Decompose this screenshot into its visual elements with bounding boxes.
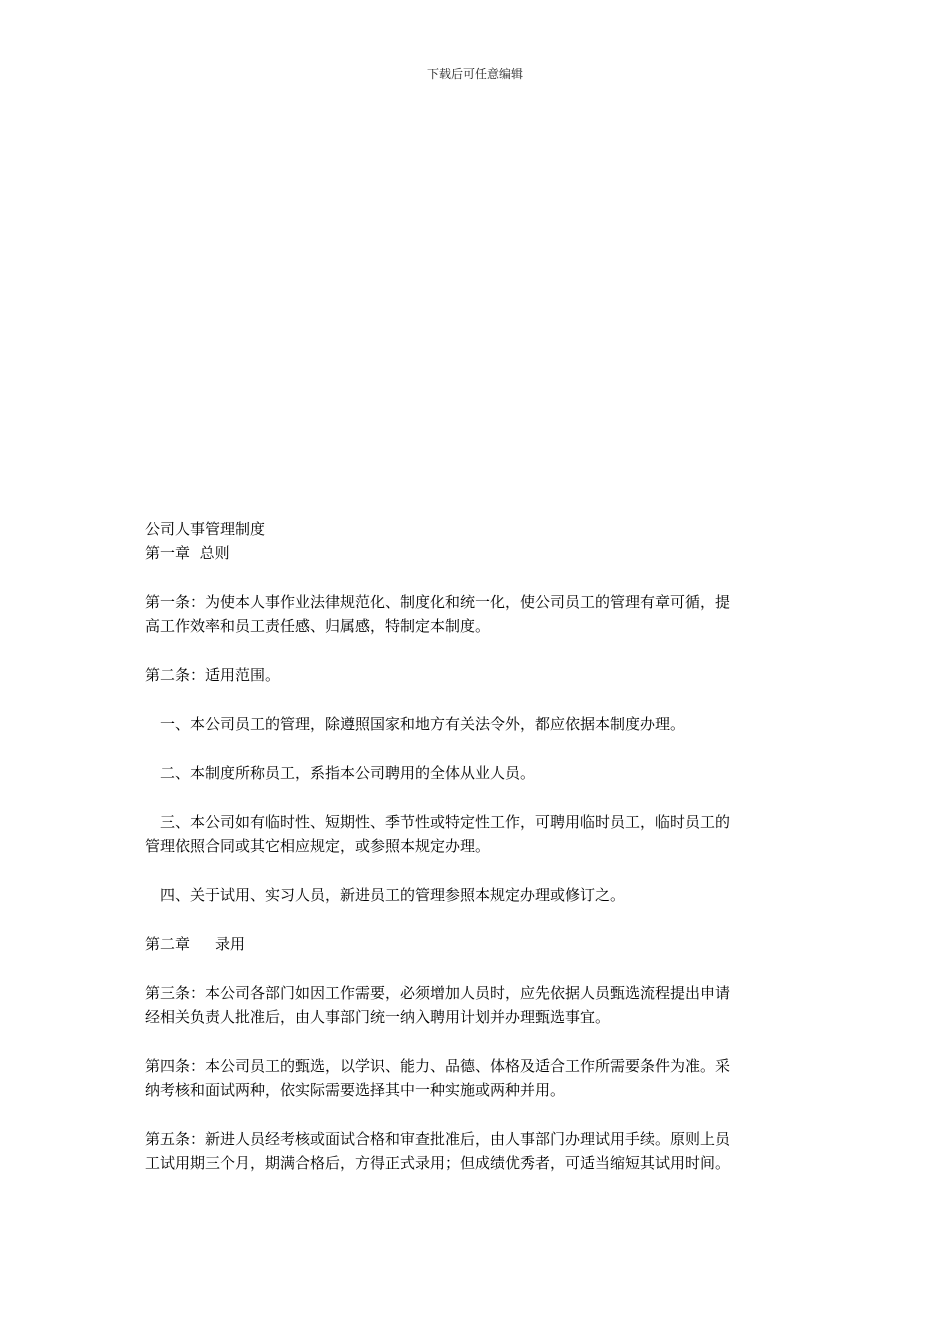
chapter-2-name: 录用 xyxy=(215,935,246,953)
article-4-line-1: 第四条：本公司员工的甄选，以学识、能力、品德、体格及适合工作所需要条件为准。采 xyxy=(145,1057,731,1075)
article-2 xyxy=(145,663,807,687)
scope-item-4: 四、关于试用、实习人员，新进员工的管理参照本规定办理或修订之。 xyxy=(160,886,626,904)
article-5-line-1: 第五条：新进人员经考核或面试合格和审查批准后，由人事部门办理试用手续。原则上员 xyxy=(145,1130,731,1148)
article-3 xyxy=(145,981,807,1029)
article-5-line-2: 工试用期三个月，期满合格后，方得正式录用；但成绩优秀者，可适当缩短其试用时间。 xyxy=(145,1154,731,1172)
scope-item-3-line-2: 管理依照合同或其它相应规定，或参照本规定办理。 xyxy=(145,837,491,855)
chapter-1-name: 总则 xyxy=(199,544,230,562)
article-3-line-2: 经相关负责人批准后，由人事部门统一纳入聘用计划并办理甄选事宜。 xyxy=(145,1008,611,1026)
scope-item-2: 二、本制度所称员工，系指本公司聘用的全体从业人员。 xyxy=(160,764,536,782)
article-5 xyxy=(145,1127,807,1175)
document-body xyxy=(145,517,807,1175)
article-1 xyxy=(145,590,807,638)
chapter-1-label: 第一章 xyxy=(145,544,191,562)
chapter-2-label: 第二章 xyxy=(145,935,191,953)
scope-item-1: 一、本公司员工的管理，除遵照国家和地方有关法令外，都应依据本制度办理。 xyxy=(160,715,686,733)
page-header-note: 下载后可任意编辑 xyxy=(426,67,523,81)
chapter-1-heading xyxy=(145,541,807,565)
article-1-line-1: 第一条：为使本人事作业法律规范化、制度化和统一化，使公司员工的管理有章可循，提 xyxy=(145,593,731,611)
scope-item-3-line-1: 三、本公司如有临时性、短期性、季节性或特定性工作，可聘用临时员工，临时员工的 xyxy=(160,813,731,831)
article-4 xyxy=(145,1054,807,1102)
article-1-line-2: 高工作效率和员工责任感、归属感，特制定本制度。 xyxy=(145,617,491,635)
scope-item-3 xyxy=(145,810,807,858)
document-title: 公司人事管理制度 xyxy=(145,520,266,538)
chapter-2-heading xyxy=(145,932,807,956)
article-3-line-1: 第三条：本公司各部门如因工作需要，必须增加人员时，应先依据人员甄选流程提出申请 xyxy=(145,984,731,1002)
article-2-line-1: 第二条：适用范围。 xyxy=(145,666,281,684)
article-4-line-2: 纳考核和面试两种，依实际需要选择其中一种实施或两种并用。 xyxy=(145,1081,566,1099)
